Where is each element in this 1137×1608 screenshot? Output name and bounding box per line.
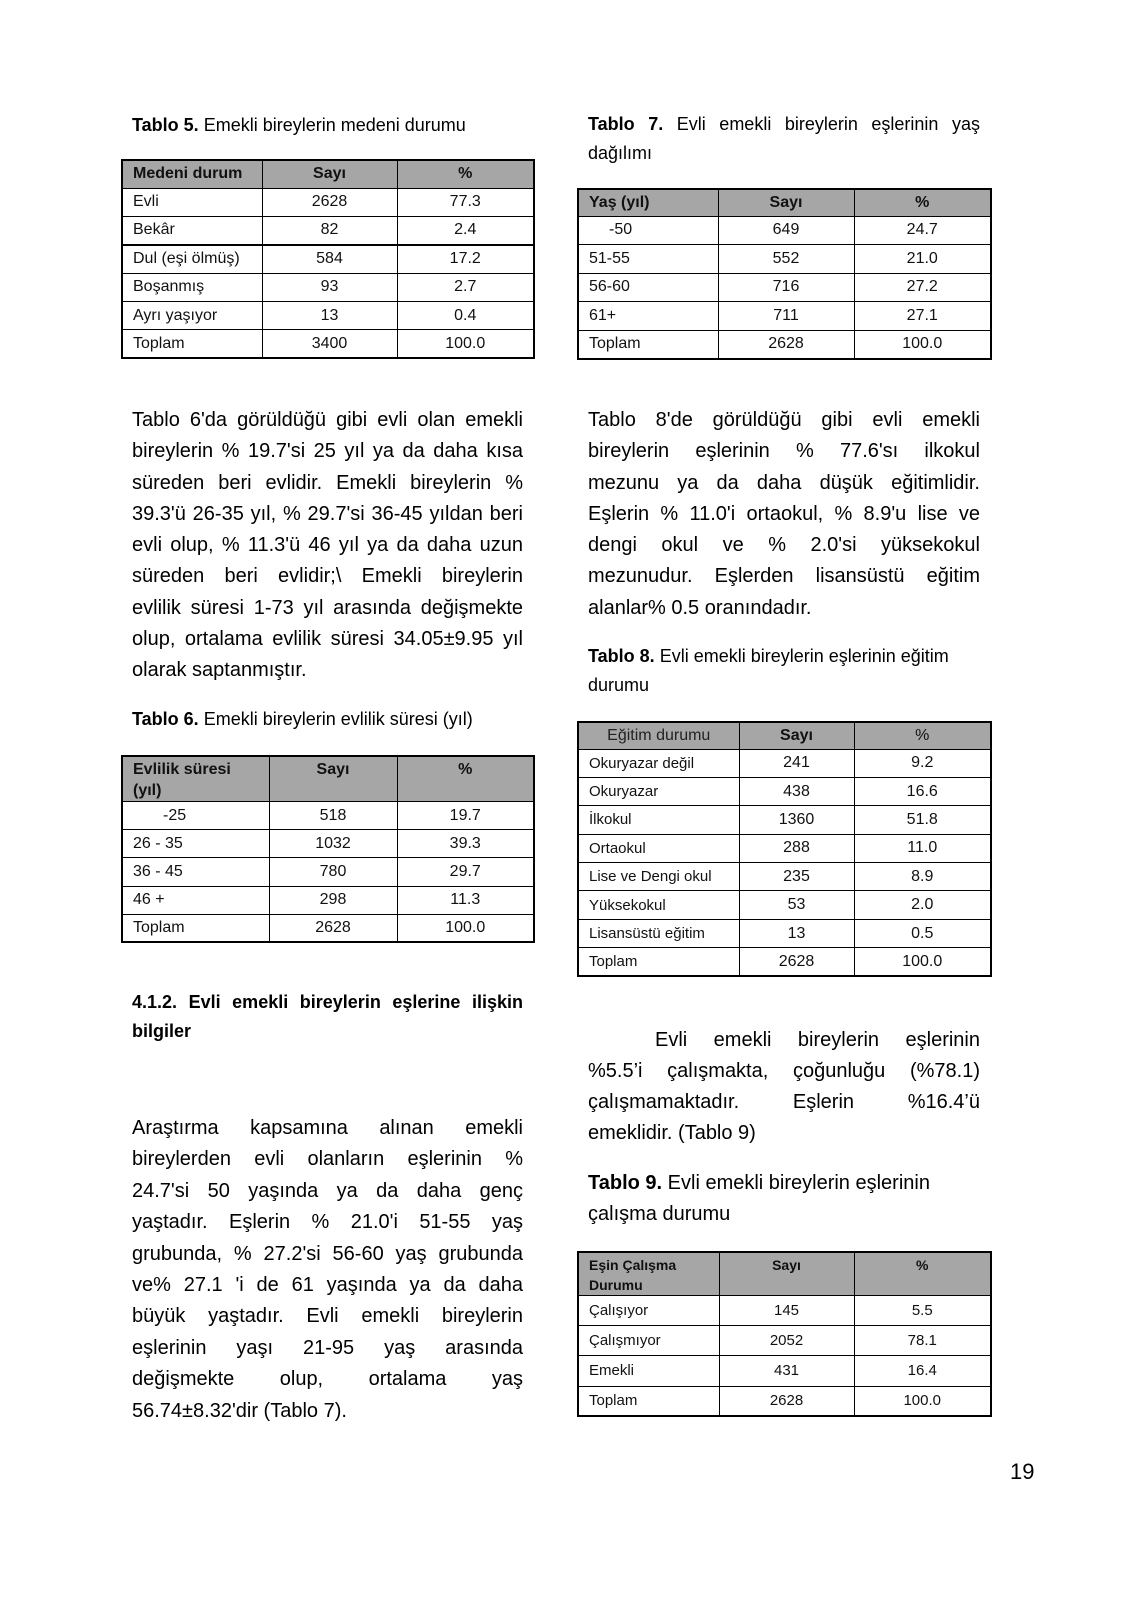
- table-cell: 51.8: [854, 806, 991, 834]
- caption-line: çalışma durumu: [588, 1203, 731, 1225]
- table-row: [578, 216, 991, 245]
- table-cell: 78.1: [854, 1326, 991, 1356]
- table-cell: 298: [269, 886, 397, 914]
- caption-text: Evli emekli bireylerin eşlerinin yaş: [676, 114, 980, 134]
- table-cell: 2.4: [397, 216, 534, 244]
- table-cell: 2628: [269, 914, 397, 942]
- table-row: [122, 188, 534, 216]
- table7: [577, 188, 992, 360]
- table-cell: Ortaokul: [578, 834, 739, 862]
- table8-caption: [588, 642, 980, 700]
- table-cell: 1032: [269, 830, 397, 858]
- table-cell: 36 - 45: [122, 858, 269, 886]
- paragraph-line: bireylerden evli olanların eşlerinin %: [132, 1148, 523, 1171]
- table-cell: 438: [739, 777, 854, 805]
- table6-caption: [132, 706, 523, 732]
- paragraph-line: bireylerin eşlerinin % 77.6'sı ilkokul: [588, 440, 980, 463]
- table-cell: 100.0: [854, 1386, 991, 1416]
- table-cell: 11.0: [854, 834, 991, 862]
- table-cell: 518: [269, 802, 397, 830]
- table-cell: 3400: [262, 330, 397, 358]
- table-cell: Okuryazar: [578, 777, 739, 805]
- table-row: [122, 302, 534, 330]
- table-cell: Lise ve Dengi okul: [578, 863, 739, 891]
- table-cell: 27.2: [854, 273, 991, 302]
- table-cell: 552: [718, 245, 854, 274]
- table-cell: 780: [269, 858, 397, 886]
- table-cell: Boşanmış: [122, 273, 262, 301]
- table-cell: 288: [739, 834, 854, 862]
- table-header-cell: %: [854, 189, 991, 216]
- table-row: [578, 948, 991, 976]
- paragraph-line: mezunu ya da daha düşük eğitimlidir.: [588, 471, 980, 494]
- table-cell: 39.3: [397, 830, 534, 858]
- paragraph-spouse-age: [132, 1113, 523, 1427]
- table-cell: 711: [718, 302, 854, 331]
- paragraph-tablo8-summary: [588, 405, 980, 624]
- table-cell: Okuryazar değil: [578, 749, 739, 777]
- table8: [577, 721, 992, 977]
- paragraph-line: 56.74±8.32'dir (Tablo 7).: [132, 1399, 347, 1422]
- caption-label: Tablo 5.: [132, 115, 199, 135]
- table-header-cell: Sayı: [719, 1252, 854, 1296]
- table-cell: Toplam: [578, 948, 739, 976]
- paragraph-line: Evli emekli bireylerin eşlerinin: [655, 1029, 980, 1051]
- table-row: [122, 830, 534, 858]
- table9-caption: [588, 1168, 980, 1230]
- caption-line: dağılımı: [588, 143, 653, 163]
- table-cell: Toplam: [122, 330, 262, 358]
- caption-text: Evli emekli bireylerin eşlerinin: [667, 1172, 930, 1194]
- paragraph-line: ve% 27.1 'i de 61 yaşında ya da daha: [132, 1274, 523, 1297]
- table-cell: Yüksekokul: [578, 891, 739, 919]
- paragraph-line: yaştadır. Eşlerin % 21.0'i 51-55 yaş: [132, 1211, 523, 1234]
- table-row: [578, 273, 991, 302]
- table5-caption: [132, 112, 523, 138]
- table-cell: İlkokul: [578, 806, 739, 834]
- table-cell: 1360: [739, 806, 854, 834]
- table-cell: 145: [719, 1296, 854, 1326]
- paragraph-line: Tablo 8'de görüldüğü gibi evli emekli: [588, 409, 980, 431]
- table-header-cell: Sayı: [739, 722, 854, 749]
- paragraph-line: 39.3'ü 26-35 yıl, % 29.7'si 36-45 yıldan beri: [132, 502, 523, 525]
- paragraph-line: olup, ortalama evlilik süresi 34.05±9.95 yıl: [132, 628, 523, 651]
- paragraph-line: bireylerin % 19.7'si 25 yıl ya da daha kısa: [132, 440, 523, 463]
- paragraph-line: dengi okul ve % 2.0'si yüksekokul: [588, 534, 980, 557]
- table-cell: Toplam: [122, 914, 269, 942]
- table-header-cell: %: [854, 1252, 991, 1296]
- table-row: [578, 1356, 991, 1386]
- table-header-cell: Sayı: [262, 160, 397, 188]
- paragraph-line: 24.7'si 50 yaşında ya da daha genç: [132, 1179, 523, 1202]
- table-cell: 2.0: [854, 891, 991, 919]
- table-row: [122, 886, 534, 914]
- table-cell: 27.1: [854, 302, 991, 331]
- caption-label: Tablo 6.: [132, 709, 199, 729]
- table-cell: 100.0: [854, 330, 991, 359]
- table-cell: Çalışıyor: [578, 1296, 719, 1326]
- table-row: [578, 1326, 991, 1356]
- paragraph-line: eşlerinin yaşı 21-95 yaş arasında: [132, 1336, 523, 1359]
- paragraph-line: büyük yaştadır. Evli emekli bireylerin: [132, 1305, 523, 1328]
- table-row: [578, 1296, 991, 1326]
- table-cell: 24.7: [854, 216, 991, 245]
- table-header-cell: Eşin Çalışma Durumu: [578, 1252, 719, 1296]
- caption-text: Evli emekli bireylerin eşlerinin eğitim: [659, 646, 949, 666]
- table-header-cell: Yaş (yıl): [578, 189, 718, 216]
- table-cell: Ayrı yaşıyor: [122, 302, 262, 330]
- table-header-cell: Sayı: [269, 756, 397, 802]
- table-row: [578, 834, 991, 862]
- table-cell: 241: [739, 749, 854, 777]
- table-cell: 26 - 35: [122, 830, 269, 858]
- table-cell: -50: [578, 216, 718, 245]
- table-header-row: [578, 189, 991, 216]
- table-row: [122, 330, 534, 358]
- table-cell: 53: [739, 891, 854, 919]
- table-cell: 9.2: [854, 749, 991, 777]
- caption-label: Tablo 7.: [588, 114, 664, 134]
- table-cell: 93: [262, 273, 397, 301]
- table-row: [578, 1386, 991, 1416]
- paragraph-line: Araştırma kapsamına alınan emekli: [132, 1117, 523, 1139]
- table-cell: 8.9: [854, 863, 991, 891]
- table-row: [578, 863, 991, 891]
- table-row: [122, 273, 534, 301]
- table-row: [122, 914, 534, 942]
- table-cell: 0.5: [854, 919, 991, 947]
- table-cell: 0.4: [397, 302, 534, 330]
- table-cell: 19.7: [397, 802, 534, 830]
- table-cell: Dul (eşi ölmüş): [122, 245, 262, 273]
- table-cell: 29.7: [397, 858, 534, 886]
- table-cell: Çalışmıyor: [578, 1326, 719, 1356]
- table-cell: 100.0: [397, 330, 534, 358]
- table-cell: 2628: [718, 330, 854, 359]
- table-row: [578, 806, 991, 834]
- paragraph-line: çalışmamaktadır. Eşlerin %16.4’ü: [588, 1091, 980, 1113]
- table-cell: 16.4: [854, 1356, 991, 1386]
- caption-line: [588, 1168, 980, 1199]
- caption-text: Emekli bireylerin evlilik süresi (yıl): [203, 709, 473, 729]
- table-row: [578, 330, 991, 359]
- table-row: [578, 919, 991, 947]
- section-heading: [132, 988, 523, 1046]
- paragraph-line: alanlar% 0.5 oranındadır.: [588, 596, 812, 619]
- table-header-cell: %: [397, 160, 534, 188]
- caption-label: Tablo 9.: [588, 1172, 663, 1194]
- caption-line: durumu: [588, 675, 650, 695]
- table-cell: 100.0: [397, 914, 534, 942]
- table-row: [578, 777, 991, 805]
- paragraph-spouse-employment: [588, 1025, 980, 1149]
- table-header-cell: Sayı: [718, 189, 854, 216]
- table-cell: Lisansüstü eğitim: [578, 919, 739, 947]
- table-cell: 13: [262, 302, 397, 330]
- table-cell: 13: [739, 919, 854, 947]
- table-cell: 100.0: [854, 948, 991, 976]
- table-cell: 77.3: [397, 188, 534, 216]
- table-cell: 82: [262, 216, 397, 244]
- table-cell: 584: [262, 245, 397, 273]
- table-cell: 649: [718, 216, 854, 245]
- caption-label: Tablo 8.: [588, 646, 655, 666]
- table-cell: 5.5: [854, 1296, 991, 1326]
- page-number: 19: [1010, 1459, 1035, 1484]
- table9: [577, 1251, 992, 1417]
- table-cell: 2052: [719, 1326, 854, 1356]
- table-header-row: [578, 1252, 991, 1296]
- table-cell: 61+: [578, 302, 718, 331]
- table-cell: 2628: [262, 188, 397, 216]
- table-row: [122, 858, 534, 886]
- paragraph-line: süreden beri evlidir;\ Emekli bireylerin: [132, 565, 523, 588]
- table-cell: 16.6: [854, 777, 991, 805]
- paragraph-line: evli olup, % 11.3'ü 46 yıl ya da daha uzun: [132, 534, 523, 557]
- table-cell: 2.7: [397, 273, 534, 301]
- table-cell: 56-60: [578, 273, 718, 302]
- table-cell: Toplam: [578, 1386, 719, 1416]
- table-cell: 17.2: [397, 245, 534, 273]
- table-header-cell: Eğitim durumu: [578, 722, 739, 749]
- table-header-cell: Evlilik süresi (yıl): [122, 756, 269, 802]
- table-row: [122, 216, 534, 244]
- paragraph-line: değişmekte olup, ortalama yaş: [132, 1368, 523, 1391]
- caption-line: [588, 110, 980, 139]
- heading-line: bilgiler: [132, 1021, 192, 1041]
- caption-line: [588, 642, 980, 671]
- paragraph-line: mezunudur. Eşlerden lisansüstü eğitim: [588, 565, 980, 588]
- table-cell: Toplam: [578, 330, 718, 359]
- paragraph-line: emeklidir. (Tablo 9): [588, 1122, 756, 1144]
- table-cell: 2628: [739, 948, 854, 976]
- table-cell: 2628: [719, 1386, 854, 1416]
- table-header-cell: Medeni durum: [122, 160, 262, 188]
- paragraph-line: Eşlerin % 11.0'i ortaokul, % 8.9'u lise ve: [588, 502, 980, 525]
- paragraph-line: grubunda, % 27.2'si 56-60 yaş grubunda: [132, 1242, 523, 1265]
- table-cell: Emekli: [578, 1356, 719, 1386]
- heading-line: 4.1.2. Evli emekli bireylerin eşlerine ilişkin: [132, 992, 523, 1012]
- table-cell: -25: [122, 802, 269, 830]
- paragraph-line: olarak saptanmıştır.: [132, 659, 307, 682]
- table-header-row: [122, 756, 534, 802]
- paragraph-line: süreden beri evlidir. Emekli bireylerin %: [132, 471, 523, 494]
- table-row: [578, 302, 991, 331]
- table-header-cell: %: [397, 756, 534, 802]
- paragraph-tablo6-summary: [132, 405, 523, 687]
- table6: [121, 755, 535, 943]
- table-row: [578, 749, 991, 777]
- table-cell: Bekâr: [122, 216, 262, 244]
- table-cell: 235: [739, 863, 854, 891]
- table-cell: 431: [719, 1356, 854, 1386]
- table-header-row: [578, 722, 991, 749]
- table7-caption: [588, 110, 980, 168]
- table-cell: 11.3: [397, 886, 534, 914]
- table-cell: 51-55: [578, 245, 718, 274]
- table-cell: 21.0: [854, 245, 991, 274]
- paragraph-line: %5.5’i çalışmakta, çoğunluğu (%78.1): [588, 1060, 980, 1082]
- table-cell: 46 +: [122, 886, 269, 914]
- table-row: [122, 245, 534, 273]
- table-cell: Evli: [122, 188, 262, 216]
- table-row: [578, 245, 991, 274]
- table-row: [122, 802, 534, 830]
- table-cell: 716: [718, 273, 854, 302]
- table-header-cell: %: [854, 722, 991, 749]
- table-row: [578, 891, 991, 919]
- table-header-row: [122, 160, 534, 188]
- caption-text: Emekli bireylerin medeni durumu: [203, 115, 466, 135]
- paragraph-line: evlilik süresi 1-73 yıl arasında değişmekte: [132, 596, 523, 619]
- table5: [121, 159, 535, 359]
- paragraph-line: Tablo 6'da görüldüğü gibi evli olan emekli: [132, 409, 523, 431]
